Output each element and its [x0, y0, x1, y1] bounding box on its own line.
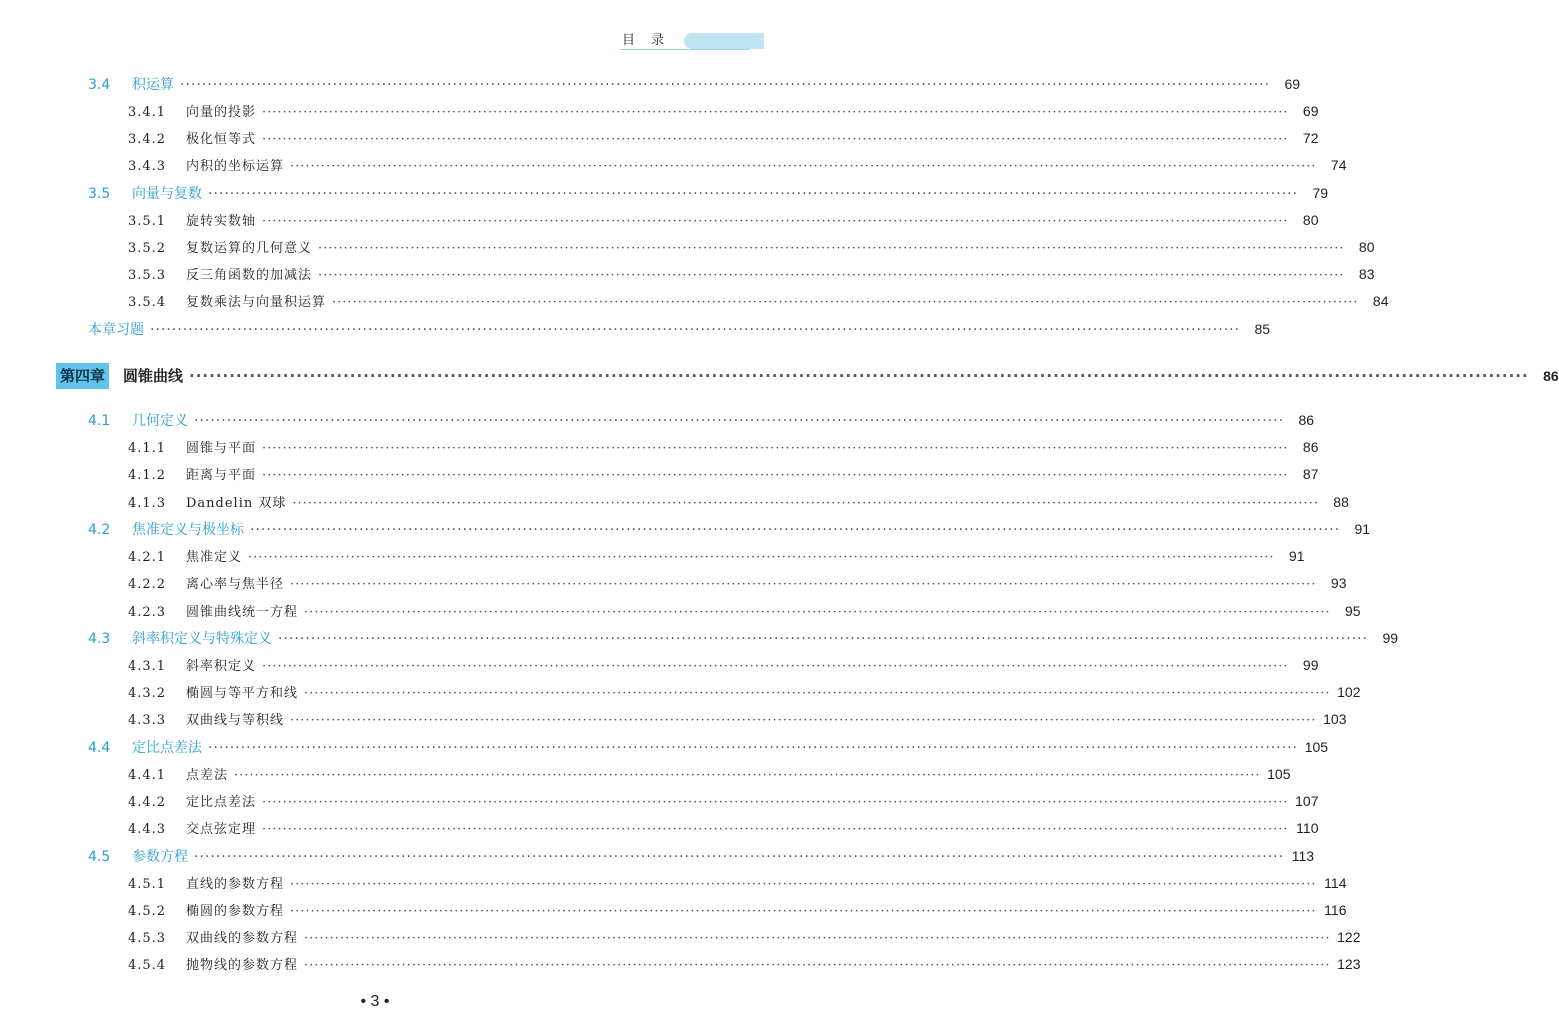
toc-page-number: 74 — [1330, 157, 1347, 173]
toc-number: 4.4.2 — [128, 795, 167, 810]
toc-subsection-row — [128, 952, 1361, 976]
toc-number: 3.4 — [88, 77, 111, 93]
toc-number: 4.2.2 — [128, 577, 167, 592]
dot-leader: ········································································································································································································ — [262, 214, 1289, 229]
dot-leader: ········································································································································································································ — [262, 795, 1289, 810]
toc-title: 离心率与焦半径 — [186, 577, 285, 592]
toc-section-row — [88, 72, 1301, 96]
toc-title: Dandelin 双球 — [186, 496, 287, 511]
toc-section-row — [88, 181, 1329, 205]
toc-subsection-row — [128, 99, 1319, 123]
toc-title: 椭圆的参数方程 — [186, 904, 285, 919]
toc-title: 反三角函数的加减法 — [186, 268, 313, 283]
toc-subsection-row — [128, 762, 1291, 786]
dot-leader: ········································································································································································································ — [262, 468, 1289, 483]
toc-number: 4.3.3 — [128, 713, 167, 728]
toc-subsection-row — [128, 235, 1375, 259]
toc-number: 3.4.1 — [128, 105, 167, 120]
dot-leader: ········································································································································································································ — [262, 441, 1289, 456]
dot-leader: ········································································································································································································ — [180, 77, 1271, 93]
toc-number: 3.5.4 — [128, 295, 167, 310]
toc-title: 圆锥曲线 — [123, 367, 184, 385]
toc-subsection-row — [128, 544, 1305, 568]
dot-leader: ········································································································································································································ — [262, 132, 1289, 147]
toc-title: 复数乘法与向量积运算 — [186, 295, 327, 310]
toc-number: 4.5 — [88, 849, 111, 865]
toc-number: 4.2 — [88, 522, 111, 538]
toc-title: 点差法 — [186, 768, 229, 783]
toc-page-number: 122 — [1337, 929, 1361, 945]
dot-leader: ········································································································································································································ — [290, 713, 1317, 728]
toc-page-number: 88 — [1333, 494, 1349, 510]
toc-page-number: 85 — [1254, 321, 1271, 337]
toc-number: 4.3.1 — [128, 659, 167, 674]
toc-title: 内积的坐标运算 — [186, 159, 285, 174]
toc-title: 复数运算的几何意义 — [186, 241, 313, 256]
dot-leader: ········································································································································································································ — [278, 631, 1369, 647]
toc-subsection-row — [128, 462, 1319, 486]
dot-leader: ········································································································································································································ — [189, 367, 1529, 385]
toc-number: 4.2.1 — [128, 550, 167, 565]
toc-title: 圆锥曲线统一方程 — [186, 605, 299, 620]
toc-subsection-row — [128, 653, 1319, 677]
toc-number: 4.4.1 — [128, 768, 167, 783]
toc-subsection-row — [128, 262, 1375, 286]
toc-number: 4.4.3 — [128, 822, 167, 837]
toc-subsection-row — [128, 490, 1349, 514]
toc-page-number: 69 — [1284, 76, 1301, 92]
toc-title: 交点弦定理 — [186, 822, 257, 837]
toc-title: 几何定义 — [132, 413, 188, 429]
toc-page-number: 86 — [1298, 412, 1315, 428]
toc-title: 椭圆与等平方和线 — [186, 686, 299, 701]
toc-page-number: 99 — [1302, 657, 1319, 673]
toc-number: 4.5.3 — [128, 931, 167, 946]
toc-number: 4.1.2 — [128, 468, 167, 483]
dot-leader: ········································································································································································································ — [194, 849, 1285, 865]
toc-page-number: 103 — [1323, 711, 1347, 727]
dot-leader: ········································································································································································································ — [290, 877, 1317, 892]
dot-leader: ········································································································································································································ — [262, 659, 1289, 674]
toc-number: 4.5.1 — [128, 877, 167, 892]
toc-page-number: 87 — [1302, 466, 1319, 482]
toc-title: 抛物线的参数方程 — [186, 958, 299, 973]
toc-title: 定比点差法 — [186, 795, 257, 810]
toc-page-number: 84 — [1372, 293, 1389, 309]
toc-title: 定比点差法 — [132, 740, 202, 756]
dot-leader: ········································································································································································································ — [290, 577, 1317, 592]
chapter-label: 第四章 — [56, 363, 109, 389]
toc-number: 3.5.1 — [128, 214, 167, 229]
dot-leader: ········································································································································································································ — [304, 931, 1331, 946]
toc-subsection-row — [128, 289, 1389, 313]
dot-leader: ········································································································································································································ — [292, 496, 1319, 511]
toc-number: 4.1.1 — [128, 441, 167, 456]
toc-subsection-row — [128, 816, 1319, 840]
toc-subsection-row — [128, 789, 1319, 813]
toc-subsection-row — [128, 925, 1361, 949]
dot-leader: ········································································································································································································ — [194, 413, 1285, 429]
toc-page-number: 105 — [1267, 766, 1291, 782]
dot-leader: ········································································································································································································ — [248, 550, 1275, 565]
dot-leader: ········································································································································································································ — [290, 904, 1317, 919]
toc-title: 向量与复数 — [132, 186, 202, 202]
toc-number: 4.3.2 — [128, 686, 167, 701]
toc-title: 圆锥与平面 — [186, 441, 257, 456]
toc-number: 4.5.4 — [128, 958, 167, 973]
toc-page-number: 116 — [1324, 902, 1347, 918]
toc-title: 焦准定义与极坐标 — [132, 522, 244, 538]
toc-subsection-row — [128, 680, 1361, 704]
toc-title: 焦准定义 — [186, 550, 243, 565]
toc-page-number: 93 — [1330, 575, 1347, 591]
toc-title: 本章习题 — [88, 322, 144, 338]
toc-page-number: 80 — [1358, 239, 1375, 255]
toc-exercise-row — [88, 317, 1271, 341]
toc-page-number: 95 — [1344, 603, 1361, 619]
toc-number: 4.4 — [88, 740, 111, 756]
dot-leader: ········································································································································································································ — [332, 295, 1359, 310]
toc-title: 积运算 — [132, 77, 174, 93]
toc-page-number: 110 — [1296, 820, 1319, 836]
toc-subsection-row — [128, 208, 1319, 232]
toc-page-number: 102 — [1337, 684, 1361, 700]
dot-leader: ········································································································································································································ — [304, 605, 1331, 620]
toc-page-number: 107 — [1295, 793, 1319, 809]
toc-section-row — [88, 844, 1315, 868]
toc-title: 斜率积定义与特殊定义 — [132, 631, 272, 647]
toc-page-number: 123 — [1337, 956, 1361, 972]
toc-title: 参数方程 — [132, 849, 188, 865]
toc-subsection-row — [128, 126, 1319, 150]
toc-page-number: 72 — [1302, 130, 1319, 146]
dot-leader: ········································································································································································································ — [318, 241, 1345, 256]
toc-number: 4.5.2 — [128, 904, 167, 919]
toc-number: 3.5.3 — [128, 268, 167, 283]
toc-section-row — [88, 735, 1329, 759]
toc-page-number: 114 — [1324, 875, 1347, 891]
toc-title: 双曲线的参数方程 — [186, 931, 299, 946]
toc-number: 4.3 — [88, 631, 111, 647]
toc-number: 3.5.2 — [128, 241, 167, 256]
toc-subsection-row — [128, 898, 1347, 922]
toc-subsection-row — [128, 435, 1319, 459]
dot-leader: ········································································································································································································ — [262, 105, 1289, 120]
toc-page-number: 113 — [1291, 848, 1315, 864]
toc-page-number: 86 — [1302, 439, 1319, 455]
dot-leader: ········································································································································································································ — [290, 159, 1317, 174]
toc-number: 4.2.3 — [128, 605, 167, 620]
toc-number: 3.4.2 — [128, 132, 167, 147]
toc-page-number: 80 — [1302, 212, 1319, 228]
toc-page-number: 91 — [1288, 548, 1305, 564]
toc-page-number: 105 — [1304, 739, 1329, 755]
dot-leader: ········································································································································································································ — [250, 522, 1341, 538]
toc-section-row — [88, 408, 1315, 432]
toc-subsection-row — [128, 153, 1347, 177]
toc-title: 极化恒等式 — [186, 132, 257, 147]
dot-leader: ········································································································································································································ — [304, 686, 1331, 701]
toc-subsection-row — [128, 571, 1347, 595]
toc-page-number: 69 — [1302, 103, 1319, 119]
toc-number: 3.4.3 — [128, 159, 167, 174]
toc-page-number: 79 — [1312, 185, 1329, 201]
header-title: 目 录 — [622, 33, 671, 48]
toc-page-number: 91 — [1354, 521, 1371, 537]
dot-leader: ········································································································································································································ — [150, 322, 1241, 338]
toc-page-number: 99 — [1382, 630, 1399, 646]
toc-title: 直线的参数方程 — [186, 877, 285, 892]
toc-title: 斜率积定义 — [186, 659, 257, 674]
toc-number: 4.1 — [88, 413, 111, 429]
toc-subsection-row — [128, 871, 1347, 895]
toc-subsection-row — [128, 707, 1347, 731]
toc-title: 向量的投影 — [186, 105, 257, 120]
toc-title: 距离与平面 — [186, 468, 257, 483]
toc-number: 3.5 — [88, 186, 111, 202]
dot-leader: ········································································································································································································ — [208, 186, 1299, 202]
page-number: • 3 • — [360, 993, 390, 1010]
toc-number: 4.1.3 — [128, 496, 167, 511]
dot-leader: ········································································································································································································ — [262, 822, 1289, 837]
toc-chapter-row — [56, 363, 1559, 389]
toc-page-number: 83 — [1358, 266, 1375, 282]
toc-title: 双曲线与等积线 — [186, 713, 285, 728]
dot-leader: ········································································································································································································ — [208, 740, 1299, 756]
toc-page-number: 86 — [1543, 368, 1559, 384]
dot-leader: ········································································································································································································ — [234, 768, 1261, 783]
toc-section-row — [88, 517, 1371, 541]
toc-title: 旋转实数轴 — [186, 214, 257, 229]
dot-leader: ········································································································································································································ — [304, 958, 1331, 973]
toc-subsection-row — [128, 599, 1361, 623]
dot-leader: ········································································································································································································ — [318, 268, 1345, 283]
toc-section-row — [88, 626, 1399, 650]
